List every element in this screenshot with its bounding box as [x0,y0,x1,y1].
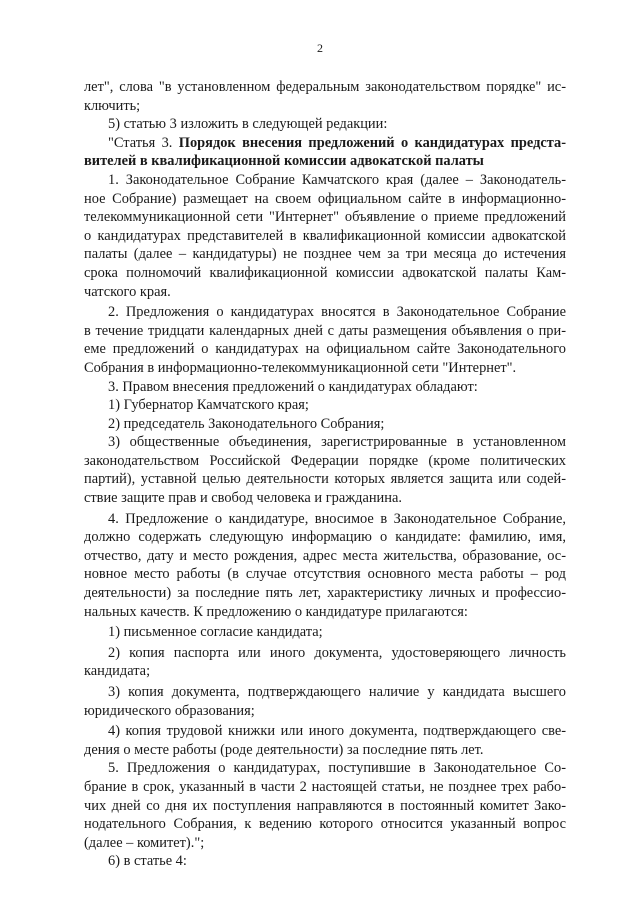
text-line: отчество, дату и место рождения, адрес места жительства, образование, ос- [84,547,566,564]
list-item: 4) копия трудовой книжки или иного документа, подтверждающего све- [108,723,566,740]
text-line: 1. Законодательное Собрание Камчатского края (далее – Законодатель- [108,171,566,188]
text-line: палаты (далее – кандидатуры) не позднее чем за три месяца до истечения [84,246,566,263]
text-line: деятельности) за последние пять лет, характеристику личных и профессио- [84,585,566,602]
text-line: кандидата; [84,663,151,680]
text-line: партий), уставной целью деятельности которых является защита или содей- [84,471,566,488]
text-line: (далее – комитет)."; [84,834,205,851]
text-line: нальных качеств. К предложению о кандидатуре прилагаются: [84,603,468,620]
list-item: 6) в статье 4: [108,853,187,870]
list-item: 2) председатель Законодательного Собрания; [108,415,385,432]
article-heading-line [84,134,566,153]
text-line: брание в срок, указанный в части 2 настоящей статьи, не позднее трех рабо- [84,778,566,795]
list-item: 3) копия документа, подтверждающего наличие у кандидата высшего [108,684,566,700]
list-item: 5) статью 3 изложить в следующей редакции: [108,116,388,133]
document-body [84,78,566,871]
text-line: ключить; [84,97,141,114]
text-line: должно содержать следующую информацию о кандидате: фамилию, имя, [84,529,566,546]
text-line: 2. Предложения о кандидатурах вносятся в Законодательное Собрание [108,304,566,321]
article-heading-line [84,152,566,171]
text-line: Собрания в информационно-телекоммуникационной сети "Интернет". [84,359,517,376]
text-line: чатского края. [84,283,171,300]
text-line: в течение тридцати календарных дней с даты размещения объявления о при- [84,322,566,339]
text-line: чих дней со дня их поступления направляются в постоянный комитет Зако- [84,797,566,814]
text-line: еме предложений о кандидатурах на официальном сайте Законодательного [84,341,566,358]
list-item: 2) копия паспорта или иного документа, удостоверяющего личность [108,644,566,661]
text-line: законодательством Российской Федерации порядке (кроме политических [84,452,566,469]
page-number: 2 [317,41,323,55]
text-line: дения о месте работы (роде деятельности) за последние пять лет. [84,741,484,758]
text-line: 4. Предложение о кандидатуре, вносимое в Законодательное Собрание, [108,510,566,527]
text-line: о кандидатурах представителей в квалификационной комиссии адвокатской [84,227,566,244]
list-item: 3) общественные объединения, зарегистрированные в установленном [108,434,566,451]
text-line: юридического образования; [84,702,255,719]
text-line: 3. Правом внесения предложений о кандидатурах обладают: [108,378,478,395]
article-heading-prefix: "Статья 3. [108,134,179,151]
article-heading-title: Порядок внесения предложений о кандидатурах предста- [178,134,566,151]
text-line: 5. Предложения о кандидатурах, поступившие в Законодательное Со- [108,760,566,777]
text-line: нодательного Собрания, к ведению которого относится указанный вопрос [84,816,566,833]
text-line: лет", слова "в установленном федеральным законодательством порядке" ис- [84,79,566,95]
article-heading-title: вителей в квалификационной комиссии адвокатской палаты [84,153,484,170]
text-line: срока полномочий квалификационной комиссии адвокатской палаты Кам- [84,264,566,281]
list-item: 1) письменное согласие кандидата; [108,624,323,641]
text-line: телекоммуникационной сети "Интернет" объявление о приеме предложений [84,209,566,226]
text-line: ное Собрание) размещает на своем официальном сайте в информационно- [84,190,566,207]
list-item: 1) Губернатор Камчатского края; [108,397,309,414]
text-line: новное место работы (в случае отсутствия основного места работы – род [84,566,566,583]
text-line: ствие защите прав и свобод человека и гражданина. [84,490,402,507]
